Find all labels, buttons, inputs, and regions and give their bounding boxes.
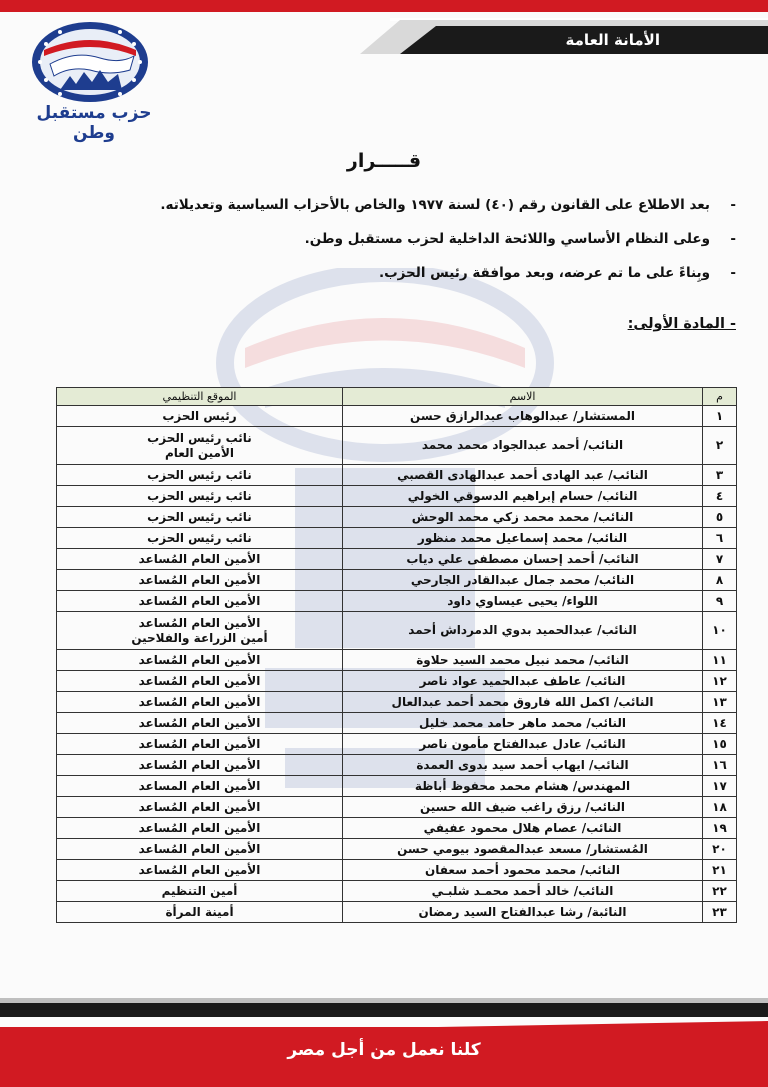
- row-number: ٦: [703, 528, 737, 549]
- footer-black-stripe: [0, 1003, 768, 1017]
- member-name: النائب/ عادل عبدالفتاح مأمون ناصر: [343, 734, 703, 755]
- preamble-clauses: [36, 188, 736, 290]
- member-position: الأمين العام المُساعد: [57, 734, 343, 755]
- footer-slogan: كلنا نعمل من أجل مصر: [287, 1040, 481, 1060]
- member-name: المُستشار/ مسعد عبدالمقصود بيومي حسن: [343, 839, 703, 860]
- table-row: [57, 734, 737, 755]
- member-name: النائب/ ايهاب أحمد سيد بدوى العمدة: [343, 755, 703, 776]
- table-row: [57, 507, 737, 528]
- preamble-clause: -وبِناءً على ما تم عرضه، وبعد موافقة رئيس الحزب.: [378, 265, 736, 281]
- row-number: ١٢: [703, 671, 737, 692]
- members-table-body: [57, 406, 737, 923]
- member-name: النائب/ عصام هلال محمود عفيفي: [343, 818, 703, 839]
- member-position: الأمين العام المُساعد: [57, 650, 343, 671]
- row-number: ١: [703, 406, 737, 427]
- member-name: النائب/ حسام إبراهيم الدسوقي الخولي: [343, 486, 703, 507]
- row-number: ٣: [703, 465, 737, 486]
- row-number: ٨: [703, 570, 737, 591]
- column-header-name: الاسم: [343, 388, 703, 406]
- preamble-clause: -بعد الاطلاع على القانون رقم (٤٠) لسنة ١٩٧٧ والخاص بالأحزاب السياسية وتعديلاته.: [160, 197, 736, 213]
- member-position: أمين التنظيم: [57, 881, 343, 902]
- member-position: الأمين العام المُساعد: [57, 591, 343, 612]
- table-row: [57, 486, 737, 507]
- row-number: ١٤: [703, 713, 737, 734]
- article-one-heading: - المادة الأولى:: [627, 316, 736, 332]
- member-position: الأمين العام المُساعد: [57, 570, 343, 591]
- table-row: [57, 881, 737, 902]
- table-row: [57, 755, 737, 776]
- member-name: النائب/ محمد جمال عبدالقادر الجارحي: [343, 570, 703, 591]
- member-name: النائب/ محمد محمود أحمد سعفان: [343, 860, 703, 881]
- table-row: [57, 570, 737, 591]
- table-row: [57, 406, 737, 427]
- table-row: [57, 591, 737, 612]
- row-number: ٩: [703, 591, 737, 612]
- member-name: النائب/ عاطف عبدالحميد عواد ناصر: [343, 671, 703, 692]
- member-name: النائب/ أحمد إحسان مصطفى علي دياب: [343, 549, 703, 570]
- row-number: ٢٣: [703, 902, 737, 923]
- member-name: النائب/ محمد ماهر حامد محمد خليل: [343, 713, 703, 734]
- member-name: النائب/ محمد إسماعيل محمد منظور: [343, 528, 703, 549]
- row-number: ٢٢: [703, 881, 737, 902]
- table-row: [57, 528, 737, 549]
- department-title: الأمانة العامة: [565, 31, 660, 49]
- table-row: [57, 713, 737, 734]
- table-row: [57, 839, 737, 860]
- decision-title: قـــــرار: [346, 150, 422, 172]
- table-row: [57, 902, 737, 923]
- member-name: اللواء/ يحيى عيساوي داود: [343, 591, 703, 612]
- member-position: الأمين العام المُساعد: [57, 671, 343, 692]
- party-logo-icon: [30, 20, 150, 104]
- member-position: نائب رئيس الحزب الأمين العام: [57, 427, 343, 465]
- row-number: ٤: [703, 486, 737, 507]
- member-name: النائب/ عبد الهادى أحمد عبدالهادى القصبي: [343, 465, 703, 486]
- member-name: المهندس/ هشام محمد محفوظ أباظة: [343, 776, 703, 797]
- table-row: [57, 549, 737, 570]
- table-row: [57, 427, 737, 465]
- party-name: حزب مستقبل وطن: [36, 103, 152, 143]
- member-position: أمينة المرأة: [57, 902, 343, 923]
- member-position: الأمين العام المُساعد: [57, 839, 343, 860]
- table-row: [57, 612, 737, 650]
- table-row: [57, 671, 737, 692]
- member-position: الأمين العام المُساعد أمين الزراعة والفلاحين: [57, 612, 343, 650]
- row-number: ١٥: [703, 734, 737, 755]
- row-number: ٢١: [703, 860, 737, 881]
- table-row: [57, 692, 737, 713]
- row-number: ١٧: [703, 776, 737, 797]
- member-position: الأمين العام المساعد: [57, 776, 343, 797]
- row-number: ٢: [703, 427, 737, 465]
- preamble-clause: -وعلى النظام الأساسي واللائحة الداخلية لحزب مستقبل وطن.: [304, 231, 736, 247]
- table-row: [57, 860, 737, 881]
- table-row: [57, 650, 737, 671]
- table-row: [57, 776, 737, 797]
- member-position: الأمين العام المُساعد: [57, 818, 343, 839]
- row-number: ١١: [703, 650, 737, 671]
- row-number: ١٠: [703, 612, 737, 650]
- member-name: النائب/ محمد محمد زكي محمد الوحش: [343, 507, 703, 528]
- row-number: ٥: [703, 507, 737, 528]
- member-position: نائب رئيس الحزب: [57, 486, 343, 507]
- member-position: نائب رئيس الحزب: [57, 507, 343, 528]
- row-number: ١٣: [703, 692, 737, 713]
- column-header-position: الموقع التنظيمي: [57, 388, 343, 406]
- member-position: نائب رئيس الحزب: [57, 465, 343, 486]
- member-position: نائب رئيس الحزب: [57, 528, 343, 549]
- row-number: ١٩: [703, 818, 737, 839]
- table-row: [57, 818, 737, 839]
- table-row: [57, 797, 737, 818]
- member-position: الأمين العام المُساعد: [57, 549, 343, 570]
- member-position: الأمين العام المُساعد: [57, 713, 343, 734]
- member-position: الأمين العام المُساعد: [57, 692, 343, 713]
- member-name: النائب/ أحمد عبدالجواد محمد محمد: [343, 427, 703, 465]
- members-table: [56, 387, 737, 923]
- member-name: المستشار/ عبدالوهاب عبدالرازق حسن: [343, 406, 703, 427]
- table-row: [57, 465, 737, 486]
- row-number: ١٦: [703, 755, 737, 776]
- top-red-stripe: [0, 0, 768, 12]
- member-position: الأمين العام المُساعد: [57, 860, 343, 881]
- member-name: النائب/ اكمل الله فاروق محمد أحمد عبدالعال: [343, 692, 703, 713]
- row-number: ١٨: [703, 797, 737, 818]
- member-position: رئيس الحزب: [57, 406, 343, 427]
- member-name: النائبة/ رشا عبدالفتاح السيد رمضان: [343, 902, 703, 923]
- member-position: الأمين العام المُساعد: [57, 797, 343, 818]
- row-number: ٢٠: [703, 839, 737, 860]
- member-name: النائب/ محمد نبيل محمد السيد حلاوة: [343, 650, 703, 671]
- column-header-number: م: [703, 388, 737, 406]
- row-number: ٧: [703, 549, 737, 570]
- member-name: النائب/ عبدالحميد بدوي الدمرداش أحمد: [343, 612, 703, 650]
- member-name: النائب/ خالد أحمد محمـد شلبـي: [343, 881, 703, 902]
- member-name: النائب/ رزق راغب ضيف الله حسين: [343, 797, 703, 818]
- member-position: الأمين العام المُساعد: [57, 755, 343, 776]
